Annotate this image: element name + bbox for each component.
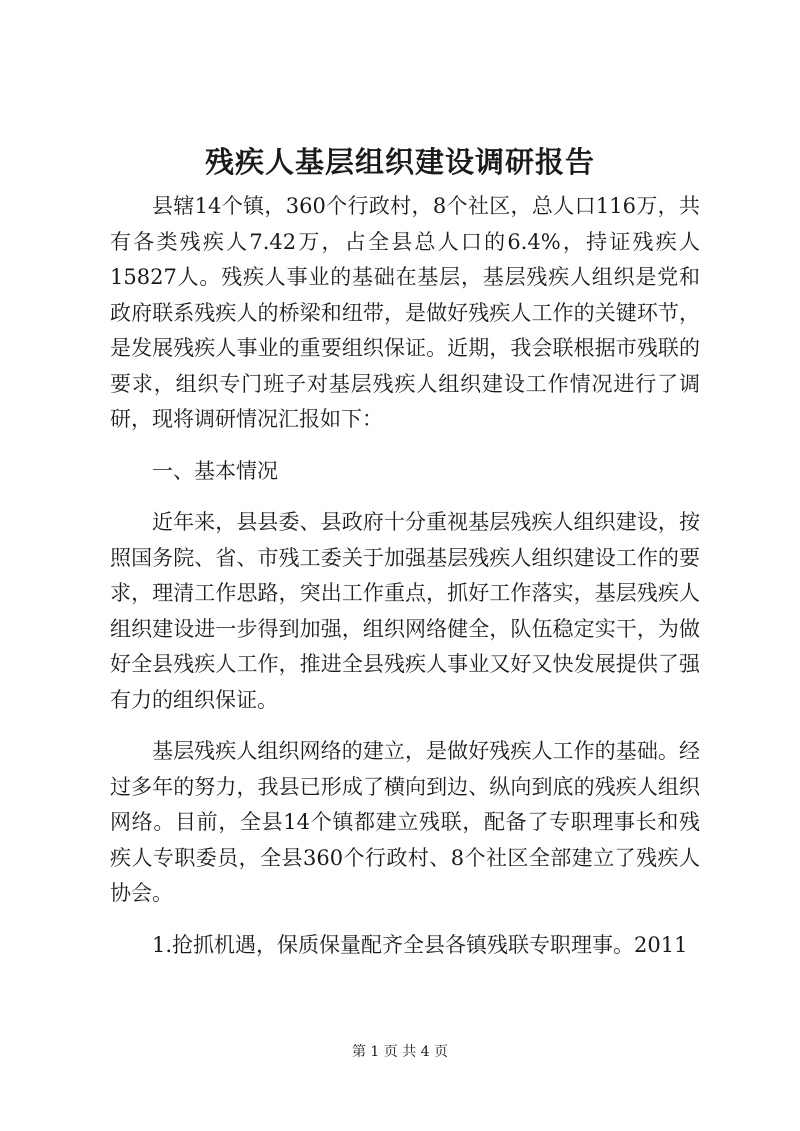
page-number-footer: 第 1 页 共 4 页	[351, 1044, 449, 1060]
section-heading-basic-situation: 一、基本情况	[152, 458, 278, 483]
paragraph-item-1: 1.抢抓机遇，保质保量配齐全县各镇残联专职理事。2011	[152, 932, 688, 957]
document-title: 残疾人基层组织建设调研报告	[204, 145, 595, 179]
paragraph-organization-network: 基层残疾人组织网络的建立，是做好残疾人工作的基础。经过多年的努力，我县已形成了横向到边、纵向到底的残疾人组织网络。目前，全县14个镇都建立残联，配备了专职理事长和残疾人专职委员，全县360个行政村、8个社区全部建立了残疾人协会。	[110, 739, 700, 905]
paragraph-intro: 县辖14个镇，360个行政村，8个社区，总人口116万，共有各类残疾人7.42万，占全县总人口的6.4%，持证残疾人15827人。残疾人事业的基础在基层，基层残疾人组织是党和政府联系残疾人的桥梁和纽带，是做好残疾人工作的关键环节，是发展残疾人事业的重要组织保证。近期，我会联根据市残联的要求，组织专门班子对基层残疾人组织建设工作情况进行了调研，现将调研情况汇报如下：	[110, 194, 700, 431]
paragraph-recent-years: 近年来，县县委、县政府十分重视基层残疾人组织建设，按照国务院、省、市残工委关于加强基层残疾人组织建设工作的要求，理清工作思路，突出工作重点，抓好工作落实，基层残疾人组织建设进一步得到加强，组织网络健全，队伍稳定实干，为做好全县残疾人工作，推进全县残疾人事业又好又快发展提供了强有力的组织保证。	[110, 510, 700, 712]
document-body	[110, 189, 700, 963]
